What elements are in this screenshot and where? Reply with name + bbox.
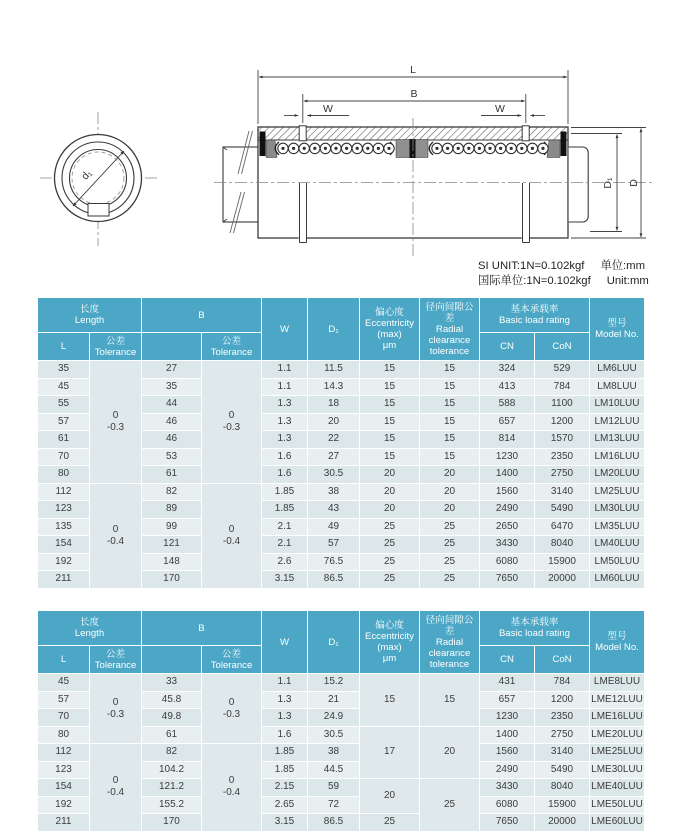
table-cell: 49 <box>308 518 360 536</box>
table-cell: 99 <box>142 518 202 536</box>
table-cell: LM16LUU <box>590 448 645 466</box>
header-l: L <box>38 646 90 674</box>
dim-label-W-right: W <box>495 103 505 115</box>
table-cell: 72 <box>308 796 360 814</box>
table-cell: 104.2 <box>142 761 202 779</box>
table-cell: 2.1 <box>262 536 308 554</box>
table-cell: 25 <box>360 571 420 589</box>
header-cn: CN <box>480 646 535 674</box>
table-cell: 0 -0.3 <box>202 361 262 484</box>
table-cell: LM10LUU <box>590 396 645 414</box>
table-cell: 1.3 <box>262 431 308 449</box>
table-cell: 17 <box>360 726 420 779</box>
table-row <box>38 483 645 501</box>
table-cell: 24.9 <box>308 709 360 727</box>
header-radial-clearance: 径向间隙公差 Radial clearance tolerance <box>420 298 480 361</box>
table-cell: 15 <box>420 413 480 431</box>
table-cell: LM35LUU <box>590 518 645 536</box>
table-cell: 123 <box>38 501 90 519</box>
table-cell: 15 <box>420 378 480 396</box>
bearing-diagram <box>0 0 680 270</box>
table-cell: 55 <box>38 396 90 414</box>
table-cell: 20000 <box>535 571 590 589</box>
table-cell: LME8LUU <box>590 674 645 692</box>
header-length-group: 长度 Length <box>38 298 142 333</box>
table-cell: 1.85 <box>262 761 308 779</box>
table-cell: 44 <box>142 396 202 414</box>
table-cell: LM30LUU <box>590 501 645 519</box>
table-cell: 2350 <box>535 709 590 727</box>
table-cell: 1.6 <box>262 726 308 744</box>
table-cell: 21 <box>308 691 360 709</box>
header-radial-clearance: 径向间隙公差 Radial clearance tolerance <box>420 611 480 674</box>
unit-note-mm-cn: 单位:mm <box>600 260 645 272</box>
table-cell: 1200 <box>535 413 590 431</box>
header-b-tolerance: 公差 Tolerance <box>202 333 262 361</box>
table-cell: 5490 <box>535 761 590 779</box>
table-cell: 112 <box>38 483 90 501</box>
table-cell: 588 <box>480 396 535 414</box>
table-cell: 170 <box>142 814 202 832</box>
table-cell: 2490 <box>480 501 535 519</box>
table-cell: 0 -0.4 <box>90 744 142 832</box>
table-cell: 121.2 <box>142 779 202 797</box>
table-cell: 25 <box>420 536 480 554</box>
header-eccentricity: 偏心度 Eccentricity (max) μm <box>360 611 420 674</box>
table-cell: 35 <box>38 361 90 379</box>
header-load-rating-group: 基本承载率 Basic load rating <box>480 298 590 333</box>
table-cell: 45 <box>38 378 90 396</box>
table-cell: 1.3 <box>262 396 308 414</box>
table-cell: 123 <box>38 761 90 779</box>
unit-note-si: SI UNIT:1N=0.102kgf <box>478 260 585 272</box>
table-cell: 0 -0.4 <box>90 483 142 588</box>
table-cell: 1400 <box>480 726 535 744</box>
table-cell: 49.8 <box>142 709 202 727</box>
table-cell: 3140 <box>535 483 590 501</box>
table-cell: 121 <box>142 536 202 554</box>
table-cell: 2.65 <box>262 796 308 814</box>
table-cell: 8040 <box>535 536 590 554</box>
table-cell: 70 <box>38 448 90 466</box>
table-cell: 1230 <box>480 709 535 727</box>
header-b-blank <box>142 646 202 674</box>
unit-note-intl: 国际单位:1N=0.102kgf <box>478 275 591 287</box>
table-cell: 15 <box>360 413 420 431</box>
table-cell: LME40LUU <box>590 779 645 797</box>
table-cell: 784 <box>535 378 590 396</box>
table-cell: 0 -0.3 <box>202 674 262 744</box>
table-cell: 2.6 <box>262 553 308 571</box>
header-l-tolerance: 公差 Tolerance <box>90 333 142 361</box>
table-cell: 25 <box>360 536 420 554</box>
table-cell: 20 <box>360 779 420 814</box>
table-cell: 0 -0.4 <box>202 744 262 832</box>
header-con: CoN <box>535 333 590 361</box>
header-length-group: 长度 Length <box>38 611 142 646</box>
table-cell: 14.3 <box>308 378 360 396</box>
table-cell: 20 <box>360 483 420 501</box>
table-cell: 25 <box>420 518 480 536</box>
table-cell: LME30LUU <box>590 761 645 779</box>
table-cell: 2350 <box>535 448 590 466</box>
spec-table-lme-luu <box>37 610 645 832</box>
table-cell: LM60LUU <box>590 571 645 589</box>
table-cell: 18 <box>308 396 360 414</box>
table-cell: 211 <box>38 814 90 832</box>
table-cell: 154 <box>38 536 90 554</box>
header-load-rating-group: 基本承载率 Basic load rating <box>480 611 590 646</box>
table-cell: 529 <box>535 361 590 379</box>
table-cell: 61 <box>142 726 202 744</box>
table-cell: 25 <box>420 571 480 589</box>
table-cell: 413 <box>480 378 535 396</box>
table-cell: 15 <box>360 431 420 449</box>
dim-label-B: B <box>410 88 418 100</box>
table-cell: 1200 <box>535 691 590 709</box>
table-cell: 25 <box>360 814 420 832</box>
header-l: L <box>38 333 90 361</box>
table-cell: 211 <box>38 571 90 589</box>
table-cell: 2490 <box>480 761 535 779</box>
table-cell: 86.5 <box>308 814 360 832</box>
table-cell: 57 <box>308 536 360 554</box>
table-row <box>38 744 645 762</box>
table-cell: 814 <box>480 431 535 449</box>
table-cell: 86.5 <box>308 571 360 589</box>
table-cell: 6080 <box>480 796 535 814</box>
table-cell: 57 <box>38 691 90 709</box>
table-cell: 1.6 <box>262 448 308 466</box>
table-cell: 1.85 <box>262 501 308 519</box>
table-cell: 657 <box>480 413 535 431</box>
table-cell: 15 <box>420 448 480 466</box>
table-cell: 82 <box>142 483 202 501</box>
table-cell: 25 <box>420 779 480 832</box>
table-cell: 1400 <box>480 466 535 484</box>
table-cell: 1.1 <box>262 378 308 396</box>
header-b-group: B <box>142 611 262 646</box>
table-cell: 192 <box>38 796 90 814</box>
table-cell: 20000 <box>535 814 590 832</box>
table-cell: 27 <box>308 448 360 466</box>
table-cell: 1560 <box>480 483 535 501</box>
table-cell: 112 <box>38 744 90 762</box>
table-cell: 20 <box>420 483 480 501</box>
header-b-group: B <box>142 298 262 333</box>
table-cell: LME60LUU <box>590 814 645 832</box>
table-cell: LM8LUU <box>590 378 645 396</box>
side-view <box>214 118 655 256</box>
table-cell: 76.5 <box>308 553 360 571</box>
table-cell: 30.5 <box>308 466 360 484</box>
dim-label-d1: d₁ <box>79 167 95 183</box>
table-cell: 1.1 <box>262 674 308 692</box>
table-cell: 3.15 <box>262 571 308 589</box>
table-cell: LM6LUU <box>590 361 645 379</box>
table-cell: 15 <box>360 378 420 396</box>
table-cell: 7650 <box>480 571 535 589</box>
dim-label-W-left: W <box>323 103 333 115</box>
table-cell: 1.85 <box>262 744 308 762</box>
table-cell: LME50LUU <box>590 796 645 814</box>
table-cell: 89 <box>142 501 202 519</box>
header-d1: D₁ <box>308 611 360 674</box>
table-cell: LME12LUU <box>590 691 645 709</box>
table-cell: 15 <box>420 431 480 449</box>
table-cell: 38 <box>308 744 360 762</box>
table-cell: 80 <box>38 466 90 484</box>
table-cell: 1.3 <box>262 413 308 431</box>
table-cell: 155.2 <box>142 796 202 814</box>
table-cell: 15 <box>360 361 420 379</box>
table-cell: 1.3 <box>262 691 308 709</box>
table-cell: 15 <box>360 396 420 414</box>
table-cell: 15 <box>420 361 480 379</box>
table-cell: 30.5 <box>308 726 360 744</box>
dim-label-L: L <box>410 64 416 76</box>
table-cell: 8040 <box>535 779 590 797</box>
table-cell: 5490 <box>535 501 590 519</box>
table-cell: 44.5 <box>308 761 360 779</box>
table-cell: 27 <box>142 361 202 379</box>
header-b-tolerance: 公差 Tolerance <box>202 646 262 674</box>
unit-note-mm-en: Unit:mm <box>606 275 649 287</box>
table-cell: 0 -0.3 <box>90 361 142 484</box>
table-cell: 25 <box>360 553 420 571</box>
header-l-tolerance: 公差 Tolerance <box>90 646 142 674</box>
table-cell: 43 <box>308 501 360 519</box>
table-cell: 15 <box>360 448 420 466</box>
table-cell: 1100 <box>535 396 590 414</box>
table-cell: LM25LUU <box>590 483 645 501</box>
dim-label-D1: D₁ <box>602 177 614 189</box>
header-model: 型号 Model No. <box>590 611 645 674</box>
table-cell: 154 <box>38 779 90 797</box>
table-cell: 0 -0.3 <box>90 674 142 744</box>
table-cell: LM40LUU <box>590 536 645 554</box>
header-b-blank <box>142 333 202 361</box>
table-cell: 25 <box>360 518 420 536</box>
table-cell: 35 <box>142 378 202 396</box>
table-cell: 6470 <box>535 518 590 536</box>
table-cell: 784 <box>535 674 590 692</box>
table-cell: 70 <box>38 709 90 727</box>
table-cell: 61 <box>38 431 90 449</box>
table-cell: 2650 <box>480 518 535 536</box>
table-cell: 53 <box>142 448 202 466</box>
table-cell: 7650 <box>480 814 535 832</box>
table-cell: 2750 <box>535 726 590 744</box>
table-cell: 3140 <box>535 744 590 762</box>
table-cell: 20 <box>360 466 420 484</box>
table-cell: 2.15 <box>262 779 308 797</box>
unit-note <box>478 259 649 289</box>
table-row <box>38 361 645 379</box>
table-cell: 20 <box>308 413 360 431</box>
table-cell: 3430 <box>480 536 535 554</box>
table-cell: 15 <box>420 674 480 727</box>
table-cell: 15 <box>360 674 420 727</box>
table-cell: 1.3 <box>262 709 308 727</box>
spec-table-lm-luu <box>37 297 645 589</box>
table-cell: 45 <box>38 674 90 692</box>
table-cell: 431 <box>480 674 535 692</box>
header-cn: CN <box>480 333 535 361</box>
table-cell: 46 <box>142 413 202 431</box>
table-cell: 1.1 <box>262 361 308 379</box>
table-cell: 20 <box>360 501 420 519</box>
table-cell: 1.6 <box>262 466 308 484</box>
table-cell: 33 <box>142 674 202 692</box>
table-cell: 11.5 <box>308 361 360 379</box>
table-cell: 1570 <box>535 431 590 449</box>
table-cell: 82 <box>142 744 202 762</box>
table-cell: 20 <box>420 726 480 779</box>
table-cell: 59 <box>308 779 360 797</box>
header-eccentricity: 偏心度 Eccentricity (max) μm <box>360 298 420 361</box>
table-cell: 15 <box>420 396 480 414</box>
header-w: W <box>262 298 308 361</box>
table-cell: 25 <box>420 553 480 571</box>
header-w: W <box>262 611 308 674</box>
table-cell: 2750 <box>535 466 590 484</box>
table-cell: 657 <box>480 691 535 709</box>
table-cell: 3.15 <box>262 814 308 832</box>
table-cell: 324 <box>480 361 535 379</box>
table-cell: 2.1 <box>262 518 308 536</box>
table-cell: LME25LUU <box>590 744 645 762</box>
table-cell: 6080 <box>480 553 535 571</box>
table-cell: 148 <box>142 553 202 571</box>
header-d1: D₁ <box>308 298 360 361</box>
table-cell: 15900 <box>535 796 590 814</box>
table-cell: 46 <box>142 431 202 449</box>
table-row <box>38 674 645 692</box>
table-cell: 15.2 <box>308 674 360 692</box>
table-cell: 192 <box>38 553 90 571</box>
table-cell: 3430 <box>480 779 535 797</box>
table-cell: LME16LUU <box>590 709 645 727</box>
table-cell: 57 <box>38 413 90 431</box>
header-model: 型号 Model No. <box>590 298 645 361</box>
table-cell: 45.8 <box>142 691 202 709</box>
table-cell: LME20LUU <box>590 726 645 744</box>
table-cell: 135 <box>38 518 90 536</box>
table-cell: 1560 <box>480 744 535 762</box>
table-cell: 1230 <box>480 448 535 466</box>
table-cell: 20 <box>420 466 480 484</box>
table-cell: 0 -0.4 <box>202 483 262 588</box>
header-con: CoN <box>535 646 590 674</box>
table-cell: LM50LUU <box>590 553 645 571</box>
table-cell: 61 <box>142 466 202 484</box>
table-cell: 15900 <box>535 553 590 571</box>
dim-label-D: D <box>628 179 640 187</box>
table-cell: LM13LUU <box>590 431 645 449</box>
table-cell: LM12LUU <box>590 413 645 431</box>
table-cell: 80 <box>38 726 90 744</box>
table-cell: 22 <box>308 431 360 449</box>
table-cell: 20 <box>420 501 480 519</box>
end-view <box>40 112 160 246</box>
table-cell: 1.85 <box>262 483 308 501</box>
table-cell: 38 <box>308 483 360 501</box>
table-cell: 170 <box>142 571 202 589</box>
table-cell: LM20LUU <box>590 466 645 484</box>
